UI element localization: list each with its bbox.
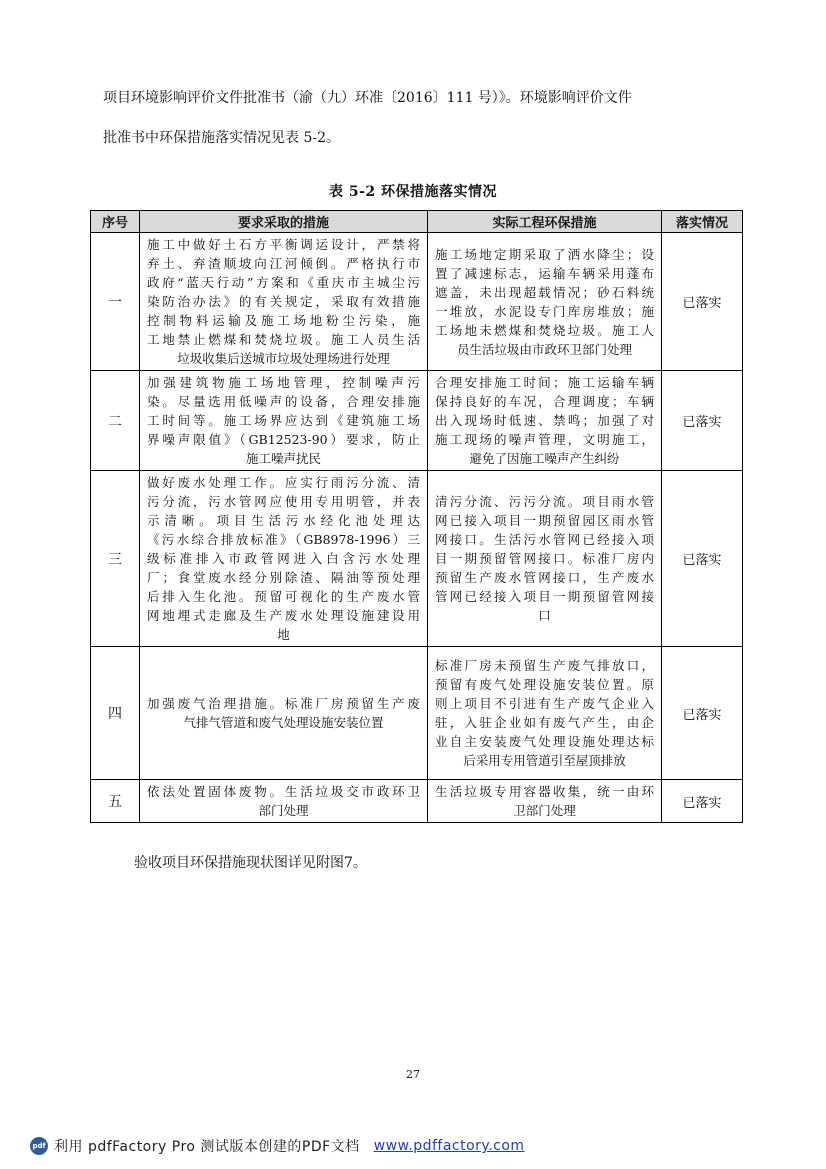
header-status: 落实情况 — [662, 211, 743, 233]
requirement-line: 垃圾收集后送城市垃圾处理场进行处理 — [177, 351, 390, 366]
row-seq: 五 — [91, 780, 140, 823]
requirement-line: 弃土、弃渣顺坡向江河倾倒。严格执行市 — [147, 256, 420, 271]
requirement-line: 网地埋式走廊及生产废水处理设施建设用 — [147, 608, 420, 623]
row-actual — [428, 233, 662, 371]
actual-line: 预留生产废水管网接口，生产废水 — [435, 570, 654, 585]
requirement-line: 部门处理 — [258, 803, 309, 818]
row-seq: 二 — [91, 371, 140, 471]
page-number: 27 — [406, 1068, 420, 1081]
row-seq: 四 — [91, 647, 140, 780]
row-seq: 三 — [91, 471, 140, 647]
table-row — [91, 780, 743, 823]
actual-line: 保持良好的车况，合理调度；车辆 — [435, 394, 654, 409]
closing-text: 验收项目环保措施现状图详见附图7。 — [134, 855, 367, 871]
intro-line-1: 项目环境影响评价文件批准书（渝（九）环准〔2016〕111 号）》。环境影响评价文件 — [103, 90, 632, 106]
table-body — [91, 233, 743, 823]
table-caption: 表 5-2 环保措施落实情况 — [328, 184, 498, 200]
requirement-line: 工地禁止燃煤和焚烧垃圾。施工人员生活 — [147, 332, 420, 347]
actual-line: 网已接入项目一期预留园区雨水管 — [435, 513, 654, 528]
requirement-line: 加强建筑物施工场地管理，控制噪声污 — [147, 375, 420, 390]
actual-line: 施工场地定期采取了洒水降尘；设 — [435, 246, 654, 262]
header-requirement: 要求采取的措施 — [140, 211, 428, 233]
requirement-line: 级标准排入市政管网进入白含污水处理 — [147, 551, 420, 566]
footer-text: 利用 pdfFactory Pro 测试版本创建的PDF文档 — [54, 1139, 360, 1155]
table-header-row — [91, 211, 743, 233]
actual-line: 目一期预留管网接口。标准厂房内 — [435, 551, 654, 566]
actual-line: 遮盖，未出现超载情况；砂石料统 — [435, 284, 654, 300]
actual-line: 员生活垃圾由市政环卫部门处理 — [456, 341, 632, 357]
header-seq: 序号 — [91, 211, 140, 233]
row-status: 已落实 — [662, 780, 743, 823]
row-seq: 一 — [91, 233, 140, 371]
pdf-footer — [30, 1136, 525, 1156]
actual-line: 施工现场的噪声管理，文明施工， — [435, 432, 654, 447]
table-row — [91, 371, 743, 471]
requirement-line: 工时间等。施工场界应达到《建筑施工场 — [147, 413, 420, 428]
row-requirement — [140, 647, 428, 780]
requirement-line: 污分流，污水管网应使用专用明管，并表 — [147, 494, 420, 509]
row-status: 已落实 — [662, 233, 743, 371]
row-status: 已落实 — [662, 371, 743, 471]
requirement-line: 染。尽量选用低噪声的设备，合理安排施 — [147, 394, 420, 409]
requirement-line: 染防治办法》的有关规定，采取有效措施 — [147, 294, 420, 309]
requirement-line: 地 — [277, 627, 290, 642]
actual-line: 出入现场时低速、禁鸣；加强了对 — [435, 413, 654, 428]
row-status: 已落实 — [662, 647, 743, 780]
row-requirement — [140, 780, 428, 823]
actual-line: 驻，入驻企业如有废气产生，由企 — [435, 715, 654, 730]
intro-line-2: 批准书中环保措施落实情况见表 5-2。 — [103, 130, 340, 146]
requirement-line: 做好废水处理工作。应实行雨污分流、清 — [147, 475, 420, 490]
actual-line: 口 — [538, 608, 551, 623]
actual-line: 工场地未燃煤和焚烧垃圾。施工人 — [435, 322, 654, 338]
actual-line: 则上项目不引进有生产废气企业入 — [435, 696, 654, 711]
table-row — [91, 471, 743, 647]
table-row — [91, 647, 743, 780]
row-status: 已落实 — [662, 471, 743, 647]
requirement-line: 示清晰。项目生活污水经化池处理达 — [147, 513, 420, 528]
requirement-line: 依法处置固体废物。生活垃圾交市政环卫 — [147, 784, 420, 799]
pdf-logo-icon: pdf — [30, 1137, 48, 1155]
actual-line: 后采用专用管道引至屋顶排放 — [463, 753, 626, 768]
requirement-line: 施工噪声扰民 — [245, 451, 321, 466]
header-actual: 实际工程环保措施 — [428, 211, 662, 233]
requirement-line: 政府“蓝天行动”方案和《重庆市主城尘污 — [147, 275, 420, 290]
requirement-line: 厂；食堂废水经分别除渣、隔油等预处理 — [147, 570, 420, 585]
requirement-line: 加强废气治理措施。标准厂房预留生产废 — [147, 696, 420, 711]
requirement-line: 《污水综合排放标准》（GB8978-1996）三 — [147, 532, 420, 547]
actual-line: 业自主安装废气处理设施处理达标 — [435, 734, 654, 749]
requirement-line: 后排入生化池。预留可视化的生产废水管 — [147, 589, 420, 604]
row-requirement — [140, 371, 428, 471]
actual-line: 标准厂房未预留生产废气排放口， — [435, 658, 654, 673]
requirement-line: 界噪声限值》（GB12523-90）要求，防止 — [147, 432, 420, 447]
actual-line: 避免了因施工噪声产生纠纷 — [469, 451, 620, 466]
row-actual — [428, 780, 662, 823]
actual-line: 清污分流、污污分流。项目雨水管 — [435, 494, 654, 509]
table-row — [91, 233, 743, 371]
actual-line: 卫部门处理 — [513, 803, 576, 818]
requirement-line: 气排气管道和废气处理设施安装位置 — [183, 715, 384, 730]
actual-line: 合理安排施工时间；施工运输车辆 — [435, 375, 654, 390]
actual-line: 置了减速标志，运输车辆采用蓬布 — [435, 265, 654, 281]
row-requirement — [140, 471, 428, 647]
actual-line: 网接口。生活污水管网已经接入项 — [435, 532, 654, 547]
measures-table — [90, 210, 743, 823]
requirement-line: 控制物料运输及施工场地粉尘污染，施 — [147, 313, 420, 328]
actual-line: 生活垃圾专用容器收集，统一由环 — [435, 784, 654, 799]
requirement-line: 施工中做好土石方平衡调运设计，严禁将 — [147, 237, 420, 252]
row-requirement — [140, 233, 428, 371]
footer-link[interactable]: www.pdffactory.com — [373, 1138, 525, 1154]
row-actual — [428, 371, 662, 471]
actual-line: 一堆放，水泥设专门库房堆放；施 — [435, 303, 654, 319]
actual-line: 管网已经接入项目一期预留管网接 — [435, 589, 654, 604]
actual-line: 预留有废气处理设施安装位置。原 — [435, 677, 654, 692]
row-actual — [428, 471, 662, 647]
row-actual — [428, 647, 662, 780]
